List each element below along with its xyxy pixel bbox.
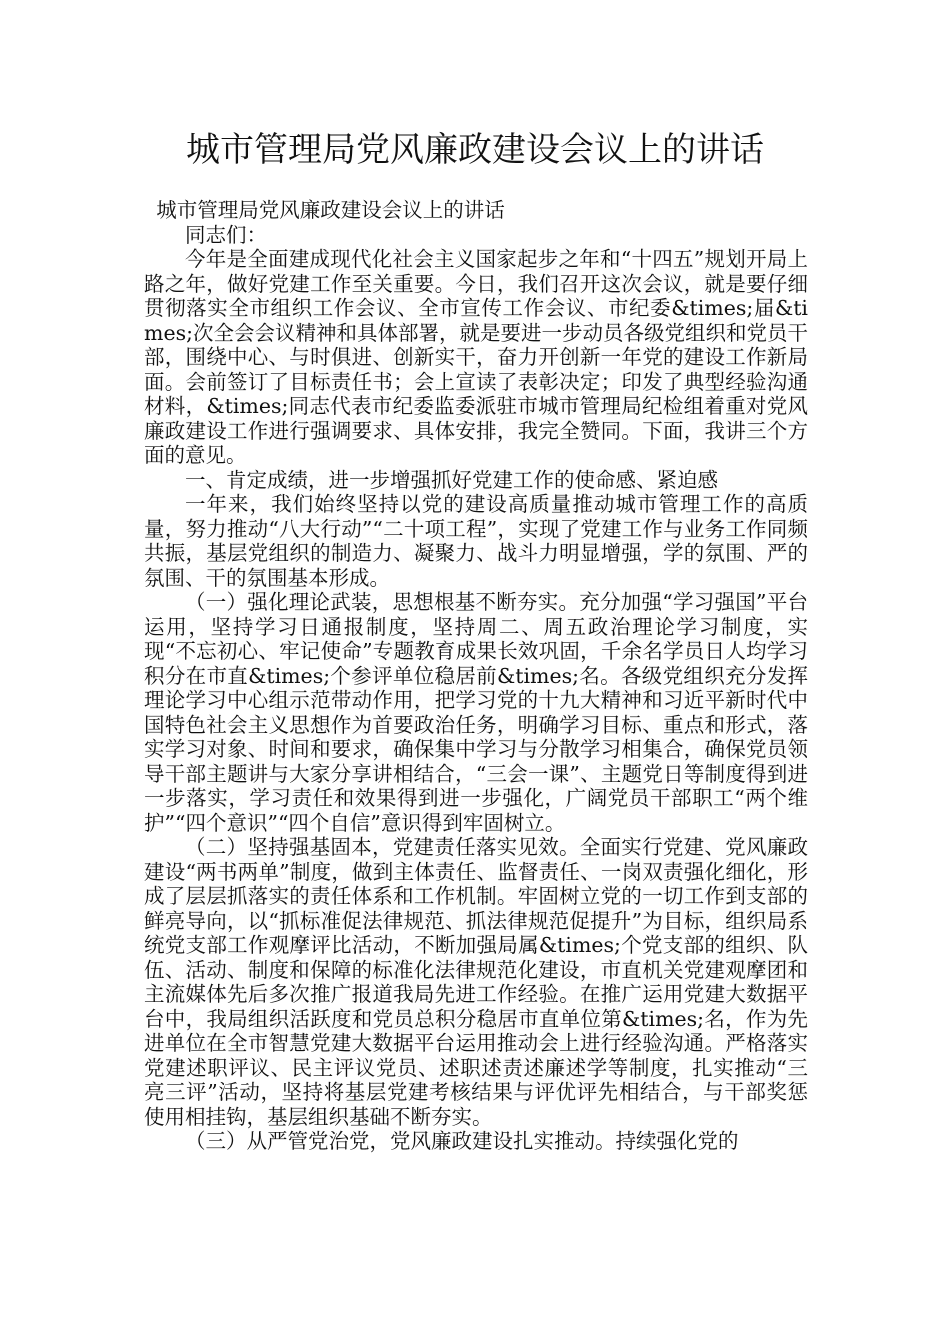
document-body [144,198,808,1154]
paragraph-foundation: （二）坚持强基固本，党建责任落实见效。全面实行党建、党风廉政建设“两书两单”制度，做到主体责任、监督责任、一岗双责强化细化，形成了层层抓落实的责任体系和工作机制。牢固树立党的一切工作到支部的鲜亮导向，以“抓标准促法律规范、抓法律规范促提升”为目标，组织局系统党支部工作观摩评比活动，不断加强局属&times;个党支部的组织、队伍、活动、制度和保障的标准化法律规范化建设，市直机关党建观摩团和主流媒体先后多次推广报道我局先进工作经验。在推广运用党建大数据平台中，我局组织活跃度和党员总积分稳居市直单位第&times;名，作为先进单位在全市智慧党建大数据平台运用推动会上进行经验沟通。严格落实党建述职评议、民主评议党员、述职述责述廉述学等制度，扎实推动“三亮三评”活动，坚持将基层党建考核结果与评优评先相结合，与干部奖惩使用相挂钩，基层组织基础不断夯实。 [144,835,808,1129]
paragraph-discipline: （三）从严管党治党，党风廉政建设扎实推动。持续强化党的 [185,1129,739,1153]
paragraph-summary: 一年来，我们始终坚持以党的建设高质量推动城市管理工作的高质量，努力推动“八大行动”“二十项工程”，实现了党建工作与业务工作同频共振，基层党组织的制造力、凝聚力、战斗力明显增强，学的氛围、严的氛围、干的氛围基本形成。 [144,492,808,590]
paragraph-intro: 今年是全面建成现代化社会主义国家起步之年和“十四五”规划开局上路之年，做好党建工作至关重要。今日，我们召开这次会议，就是要仔细贯彻落实全市组织工作会议、全市宣传工作会议、市纪委&times;届&times;次全会会议精神和具体部署，就是要进一步动员各级党组织和党员干部，围绕中心、与时俱进、创新实干，奋力开创新一年党的建设工作新局面。会前签订了目标责任书；会上宣读了表彰决定；印发了典型经验沟通材料，&times;同志代表市纪委监委派驻市城市管理局纪检组着重对党风廉政建设工作进行强调要求、具体安排，我完全赞同。下面，我讲三个方面的意见。 [144,247,808,467]
document-title: 城市管理局党风廉政建设会议上的讲话 [186,130,764,170]
greeting: 同志们： [185,222,267,247]
section-heading-1: 一、肯定成绩，进一步增强抓好党建工作的使命感、紧迫感 [185,467,718,492]
paragraph-theory: （一）强化理论武装，思想根基不断夯实。充分加强“学习强国”平台运用，坚持学习日通报制度，坚持周二、周五政治理论学习制度，实现“不忘初心、牢记使命”专题教育成果长效巩固，千余名学员日人均学习积分在市直&times;个参评单位稳居前&times;名。各级党组织充分发挥理论学习中心组示范带动作用，把学习党的十九大精神和习近平新时代中国特色社会主义思想作为首要政治任务，明确学习目标、重点和形式，落实学习对象、时间和要求，确保集中学习与分散学习相集合，确保党员领导干部主题讲与大家分享讲相结合，“三会一课”、主题党日等制度得到进一步落实，学习责任和效果得到进一步强化，广阔党员干部职工“两个维护”“四个意识”“四个自信”意识得到牢固树立。 [144,590,808,835]
document-subtitle: 城市管理局党风廉政建设会议上的讲话 [156,198,505,222]
